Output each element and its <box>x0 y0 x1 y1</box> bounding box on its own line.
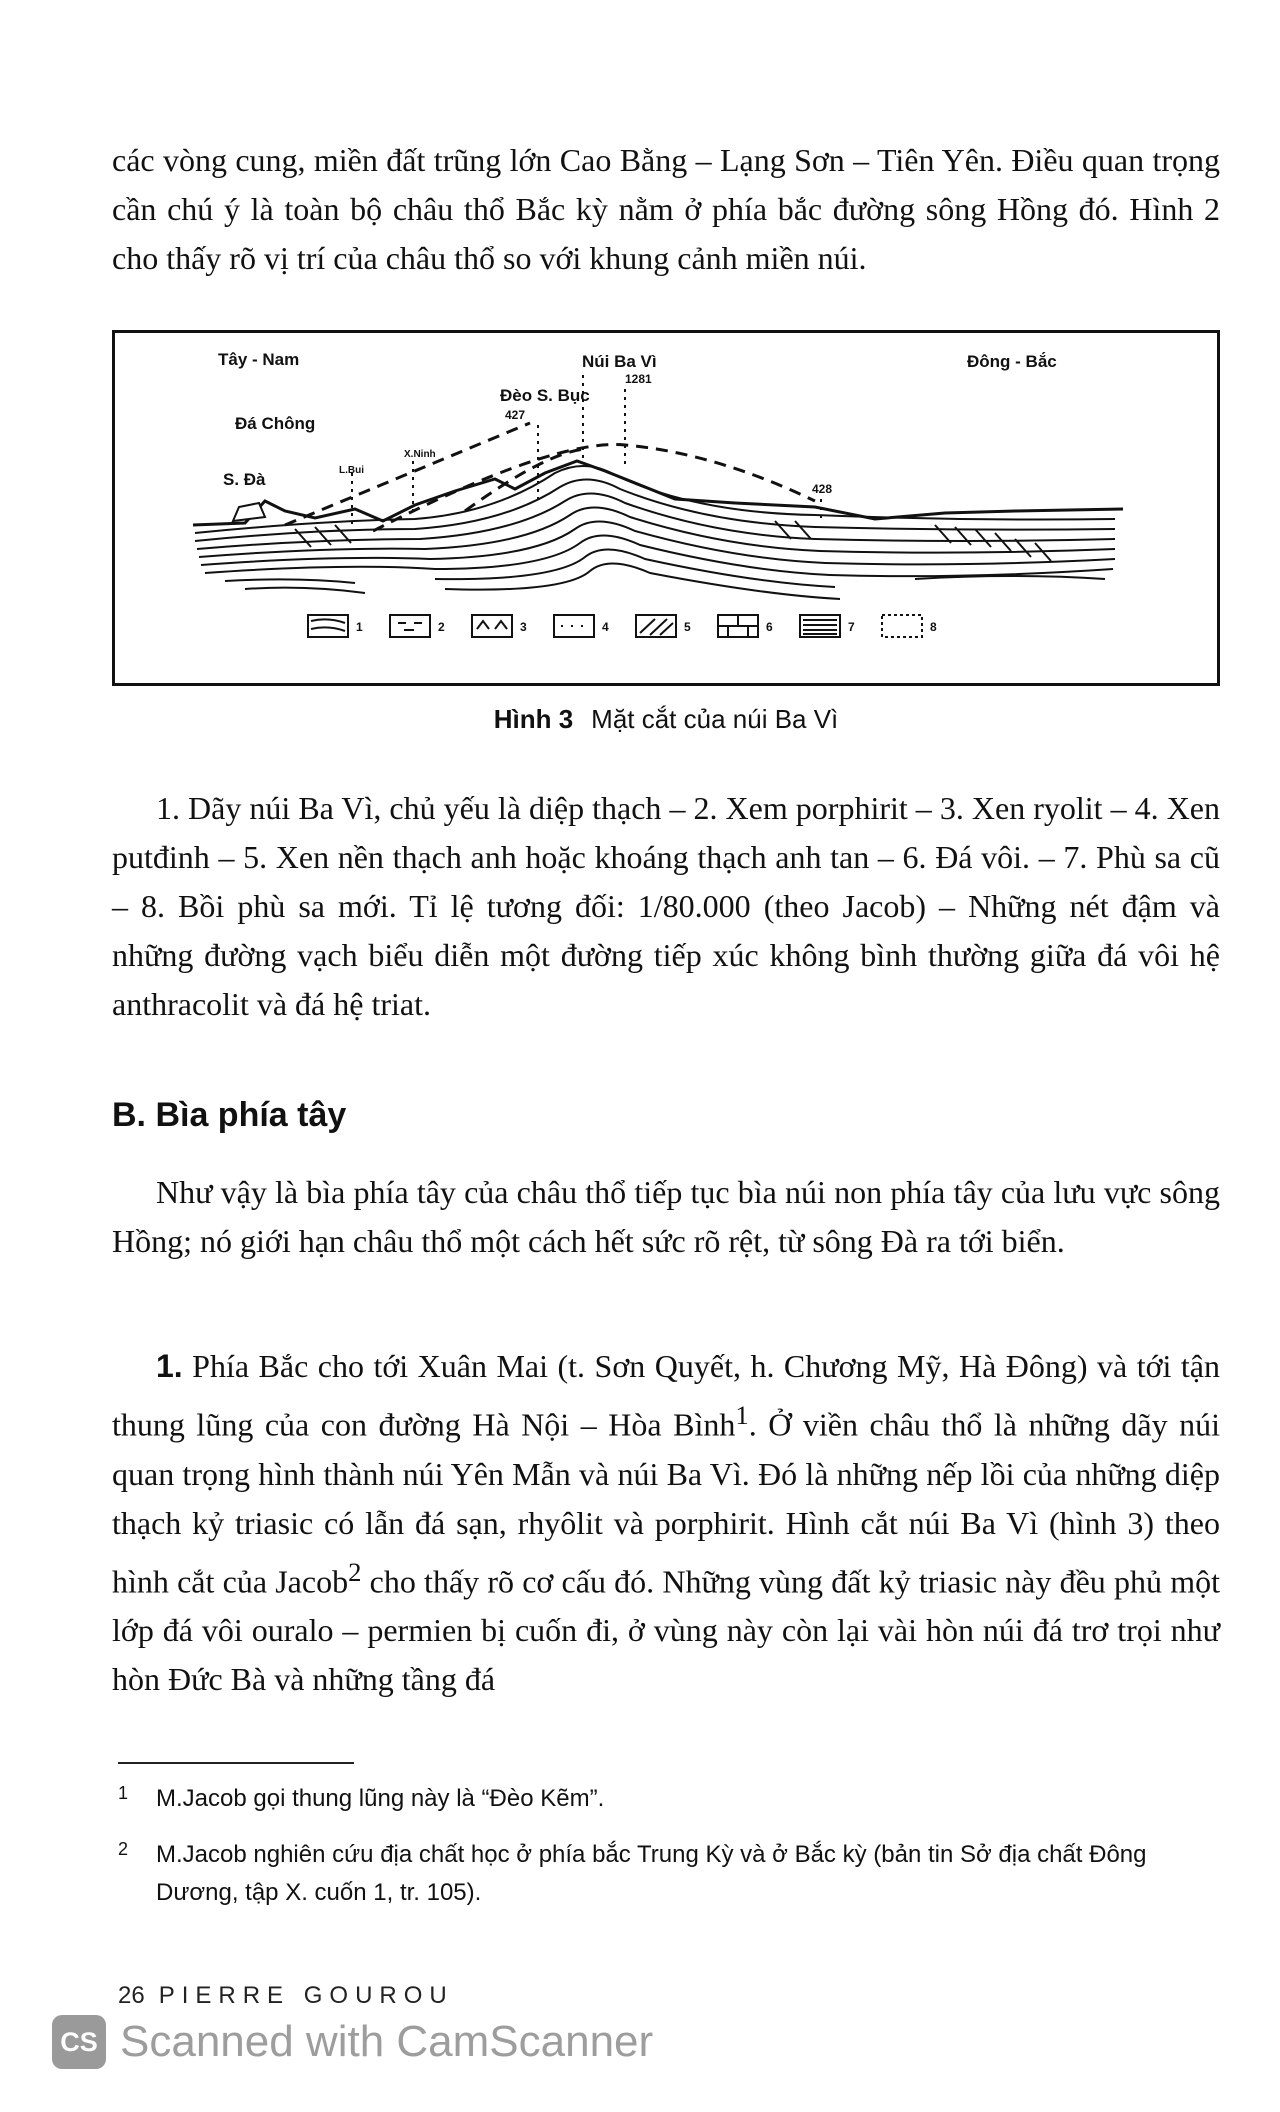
legend-pattern-2 <box>398 623 422 630</box>
caption-text: Mặt cắt của núi Ba Vì <box>591 704 839 734</box>
legend-pattern-1 <box>311 619 345 631</box>
caption-number: Hình 3 <box>493 704 574 734</box>
label-elevation-east: 428 <box>812 482 833 496</box>
cross-section-diagram <box>115 333 1217 683</box>
running-footer <box>118 1982 454 2010</box>
label-peak: Núi Ba Vì <box>582 352 657 371</box>
figure-caption <box>112 704 1220 735</box>
legend-swatch-2 <box>390 615 430 637</box>
legend-num-7: 7 <box>848 620 855 634</box>
label-pass-elevation: 427 <box>505 408 526 422</box>
footnote-1 <box>118 1780 1220 1818</box>
label-southwest: Tây - Nam <box>218 350 300 369</box>
label-x-ninh: X.Ninh <box>404 449 436 460</box>
legend-num-8: 8 <box>930 620 937 634</box>
paragraph-text-b: . Ở viền châu thổ là những dãy núi quan trọng hình thành núi Yên Mẫn và núi Ba Vì. Đó là những nếp lồi của những diệp thạch kỷ triasic có lẫn đá sạn, rhyôlit và porphirit. Hình cắt núi Ba Vì (hình 3) theo hình cắt của Jacob <box>112 1406 1221 1600</box>
label-pass: Đèo S. Bục <box>500 386 590 405</box>
legend-num-6: 6 <box>766 620 773 634</box>
legend-swatch-1 <box>308 615 348 637</box>
label-da-chong: Đá Chông <box>235 414 316 433</box>
legend-swatch-8 <box>882 615 922 637</box>
footnote-divider <box>118 1762 354 1764</box>
legend-pattern-6 <box>718 615 758 637</box>
label-l-bui: L.Bui <box>339 465 364 476</box>
author-name: PIERRE GOUROU <box>158 1982 454 2009</box>
footnote-2 <box>118 1836 1220 1912</box>
paragraph-text-c: cho thấy rõ cơ cấu đó. Những vùng đất kỷ triasic này đều phủ một lớp đá vôi ouralo – permien bị cuốn đi, ở vùng này còn lại vài hòn núi đá trơ trọi như hòn Đức Bà và những tầng đá <box>112 1563 1221 1698</box>
camscanner-watermark <box>52 2012 653 2072</box>
legend-num-1: 1 <box>356 620 363 634</box>
da-chong-block <box>233 503 265 521</box>
footnote-ref-1[interactable]: 1 <box>735 1400 749 1430</box>
figure-3-cross-section <box>112 330 1220 686</box>
footnote-text: M.Jacob nghiên cứu địa chất học ở phía bắc Trung Kỳ và ở Bắc kỳ (bản tin Sở địa chất Đông Dương, tập X. cuốn 1, tr. 105). <box>156 1841 1147 1906</box>
legend-num-4: 4 <box>602 620 609 634</box>
figure-legend-text: 1. Dãy núi Ba Vì, chủ yếu là diệp thạch – 2. Xem porphirit – 3. Xen ryolit – 4. Xen putđinh – 5. Xen nền thạch anh hoặc khoáng thạch anh tan – 6. Đá vôi. – 7. Phù sa cũ – 8. Bồi phù sa mới. Tỉ lệ tương đối: 1/80.000 (theo Jacob) – Những nét đậm và những đường vạch biểu diễn một đường tiếp xúc không bình thường giữa đá vôi hệ anthracolit và đá hệ triat. <box>112 790 1220 1022</box>
legend <box>308 615 922 637</box>
footnote-mark: 1 <box>118 1783 129 1803</box>
legend-swatch-4 <box>554 615 594 637</box>
legend-pattern-3 <box>477 621 507 629</box>
legend-num-2: 2 <box>438 620 445 634</box>
ground-surface <box>193 461 1123 525</box>
section-heading: B. Bìa phía tây <box>112 1096 347 1134</box>
camscanner-logo-icon: CS <box>52 2015 106 2069</box>
footnote-mark: 2 <box>118 1839 129 1859</box>
footnote-text: M.Jacob gọi thung lũng này là “Đèo Kẽm”. <box>156 1785 605 1812</box>
section-b-paragraph: Như vậy là bìa phía tây của châu thổ tiếp tục bìa núi non phía tây của lưu vực sông Hồng; nó giới hạn châu thổ một cách hết sức rõ rệt, từ sông Đà ra tới biển. <box>112 1174 1220 1259</box>
legend-swatch-3 <box>472 615 512 637</box>
legend-num-3: 3 <box>520 620 527 634</box>
page-number: 26 <box>118 1982 145 2009</box>
label-song-da: S. Đà <box>223 470 266 489</box>
legend-num-5: 5 <box>684 620 691 634</box>
label-peak-elevation: 1281 <box>625 372 652 386</box>
legend-pattern-5 <box>640 619 673 635</box>
label-northeast: Đông - Bắc <box>967 352 1057 371</box>
watermark-text: Scanned with CamScanner <box>120 2017 654 2066</box>
numbered-paragraph-1 <box>112 1342 1220 1704</box>
paragraph-number: 1. <box>156 1348 183 1384</box>
footnote-ref-2[interactable]: 2 <box>348 1556 362 1587</box>
legend-pattern-7 <box>803 620 837 634</box>
intro-paragraph: các vòng cung, miền đất trũng lớn Cao Bằng – Lạng Sơn – Tiên Yên. Điều quan trọng cần chú ý là toàn bộ châu thổ Bắc kỳ nằm ở phía bắc đường sông Hồng đó. Hình 2 cho thấy rõ vị trí của châu thổ so với khung cảnh miền núi. <box>112 142 1220 276</box>
paragraph-text-a: Phía Bắc cho tới Xuân Mai (t. Sơn Quyết, h. Chương Mỹ, Hà Đông) và tới tận thung lũng của con đường Hà Nội – Hòa Bình <box>112 1348 1220 1443</box>
